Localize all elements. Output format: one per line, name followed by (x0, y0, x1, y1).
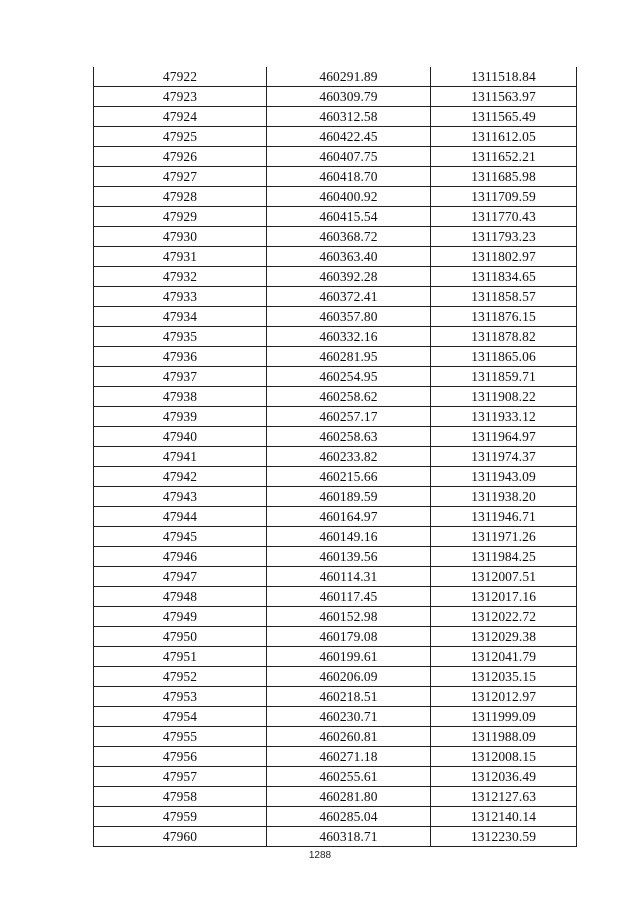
x-coordinate-cell: 460233.82 (267, 447, 431, 467)
y-coordinate-cell: 1311685.98 (431, 167, 577, 187)
y-coordinate-cell: 1312008.15 (431, 747, 577, 767)
y-coordinate-cell: 1312029.38 (431, 627, 577, 647)
x-coordinate-cell: 460281.95 (267, 347, 431, 367)
x-coordinate-cell: 460257.17 (267, 407, 431, 427)
table-row (94, 827, 577, 847)
y-coordinate-cell: 1312012.97 (431, 687, 577, 707)
y-coordinate-cell: 1312035.15 (431, 667, 577, 687)
point-id-cell: 47951 (94, 647, 267, 667)
point-id-cell: 47924 (94, 107, 267, 127)
table-row (94, 647, 577, 667)
point-id-cell: 47923 (94, 87, 267, 107)
y-coordinate-cell: 1311908.22 (431, 387, 577, 407)
y-coordinate-cell: 1311834.65 (431, 267, 577, 287)
table-row (94, 327, 577, 347)
y-coordinate-cell: 1311933.12 (431, 407, 577, 427)
table-row (94, 627, 577, 647)
x-coordinate-cell: 460258.62 (267, 387, 431, 407)
table-row (94, 467, 577, 487)
point-id-cell: 47937 (94, 367, 267, 387)
x-coordinate-cell: 460318.71 (267, 827, 431, 847)
table-row (94, 527, 577, 547)
point-id-cell: 47945 (94, 527, 267, 547)
y-coordinate-cell: 1311971.26 (431, 527, 577, 547)
x-coordinate-cell: 460255.61 (267, 767, 431, 787)
x-coordinate-cell: 460179.08 (267, 627, 431, 647)
point-id-cell: 47929 (94, 207, 267, 227)
x-coordinate-cell: 460206.09 (267, 667, 431, 687)
page-number: 1288 (308, 850, 332, 861)
point-id-cell: 47933 (94, 287, 267, 307)
point-id-cell: 47952 (94, 667, 267, 687)
table-row (94, 687, 577, 707)
table-row (94, 607, 577, 627)
point-id-cell: 47947 (94, 567, 267, 587)
table-row (94, 87, 577, 107)
point-id-cell: 47944 (94, 507, 267, 527)
point-id-cell: 47930 (94, 227, 267, 247)
y-coordinate-cell: 1311988.09 (431, 727, 577, 747)
point-id-cell: 47954 (94, 707, 267, 727)
point-id-cell: 47956 (94, 747, 267, 767)
table-row (94, 587, 577, 607)
x-coordinate-cell: 460368.72 (267, 227, 431, 247)
y-coordinate-cell: 1311964.97 (431, 427, 577, 447)
x-coordinate-cell: 460309.79 (267, 87, 431, 107)
y-coordinate-cell: 1312140.14 (431, 807, 577, 827)
y-coordinate-cell: 1311878.82 (431, 327, 577, 347)
table-row (94, 787, 577, 807)
point-id-cell: 47926 (94, 147, 267, 167)
point-id-cell: 47959 (94, 807, 267, 827)
y-coordinate-cell: 1312041.79 (431, 647, 577, 667)
point-id-cell: 47922 (94, 67, 267, 87)
x-coordinate-cell: 460230.71 (267, 707, 431, 727)
y-coordinate-cell: 1311565.49 (431, 107, 577, 127)
coordinates-table (93, 67, 577, 847)
x-coordinate-cell: 460392.28 (267, 267, 431, 287)
x-coordinate-cell: 460139.56 (267, 547, 431, 567)
table-row (94, 147, 577, 167)
table-row (94, 187, 577, 207)
x-coordinate-cell: 460312.58 (267, 107, 431, 127)
y-coordinate-cell: 1311563.97 (431, 87, 577, 107)
x-coordinate-cell: 460291.89 (267, 67, 431, 87)
table-row (94, 807, 577, 827)
x-coordinate-cell: 460114.31 (267, 567, 431, 587)
table-row (94, 107, 577, 127)
x-coordinate-cell: 460422.45 (267, 127, 431, 147)
x-coordinate-cell: 460332.16 (267, 327, 431, 347)
table-row (94, 127, 577, 147)
x-coordinate-cell: 460407.75 (267, 147, 431, 167)
point-id-cell: 47948 (94, 587, 267, 607)
y-coordinate-cell: 1311999.09 (431, 707, 577, 727)
table-row (94, 667, 577, 687)
x-coordinate-cell: 460117.45 (267, 587, 431, 607)
table-row (94, 447, 577, 467)
table-row (94, 67, 577, 87)
x-coordinate-cell: 460285.04 (267, 807, 431, 827)
point-id-cell: 47957 (94, 767, 267, 787)
y-coordinate-cell: 1311865.06 (431, 347, 577, 367)
y-coordinate-cell: 1312017.16 (431, 587, 577, 607)
point-id-cell: 47938 (94, 387, 267, 407)
x-coordinate-cell: 460271.18 (267, 747, 431, 767)
table-row (94, 487, 577, 507)
x-coordinate-cell: 460363.40 (267, 247, 431, 267)
point-id-cell: 47935 (94, 327, 267, 347)
point-id-cell: 47939 (94, 407, 267, 427)
table-row (94, 567, 577, 587)
point-id-cell: 47925 (94, 127, 267, 147)
y-coordinate-cell: 1312022.72 (431, 607, 577, 627)
point-id-cell: 47934 (94, 307, 267, 327)
x-coordinate-cell: 460357.80 (267, 307, 431, 327)
y-coordinate-cell: 1311858.57 (431, 287, 577, 307)
table-row (94, 767, 577, 787)
point-id-cell: 47927 (94, 167, 267, 187)
x-coordinate-cell: 460189.59 (267, 487, 431, 507)
y-coordinate-cell: 1311770.43 (431, 207, 577, 227)
point-id-cell: 47943 (94, 487, 267, 507)
point-id-cell: 47950 (94, 627, 267, 647)
y-coordinate-cell: 1312127.63 (431, 787, 577, 807)
x-coordinate-cell: 460281.80 (267, 787, 431, 807)
point-id-cell: 47946 (94, 547, 267, 567)
table-row (94, 247, 577, 267)
x-coordinate-cell: 460164.97 (267, 507, 431, 527)
x-coordinate-cell: 460199.61 (267, 647, 431, 667)
point-id-cell: 47949 (94, 607, 267, 627)
table-row (94, 747, 577, 767)
table-row (94, 707, 577, 727)
x-coordinate-cell: 460372.41 (267, 287, 431, 307)
point-id-cell: 47955 (94, 727, 267, 747)
table-row (94, 407, 577, 427)
x-coordinate-cell: 460152.98 (267, 607, 431, 627)
x-coordinate-cell: 460149.16 (267, 527, 431, 547)
y-coordinate-cell: 1311793.23 (431, 227, 577, 247)
point-id-cell: 47940 (94, 427, 267, 447)
table-row (94, 727, 577, 747)
y-coordinate-cell: 1312230.59 (431, 827, 577, 847)
point-id-cell: 47942 (94, 467, 267, 487)
y-coordinate-cell: 1311652.21 (431, 147, 577, 167)
table-row (94, 227, 577, 247)
y-coordinate-cell: 1311518.84 (431, 67, 577, 87)
table-row (94, 387, 577, 407)
x-coordinate-cell: 460418.70 (267, 167, 431, 187)
table-row (94, 267, 577, 287)
y-coordinate-cell: 1312036.49 (431, 767, 577, 787)
point-id-cell: 47928 (94, 187, 267, 207)
y-coordinate-cell: 1311612.05 (431, 127, 577, 147)
table-row (94, 347, 577, 367)
y-coordinate-cell: 1311802.97 (431, 247, 577, 267)
x-coordinate-cell: 460258.63 (267, 427, 431, 447)
x-coordinate-cell: 460415.54 (267, 207, 431, 227)
table-row (94, 427, 577, 447)
x-coordinate-cell: 460215.66 (267, 467, 431, 487)
y-coordinate-cell: 1311938.20 (431, 487, 577, 507)
y-coordinate-cell: 1311709.59 (431, 187, 577, 207)
y-coordinate-cell: 1311943.09 (431, 467, 577, 487)
table-row (94, 287, 577, 307)
table-row (94, 547, 577, 567)
y-coordinate-cell: 1311859.71 (431, 367, 577, 387)
table-row (94, 507, 577, 527)
point-id-cell: 47931 (94, 247, 267, 267)
point-id-cell: 47960 (94, 827, 267, 847)
y-coordinate-cell: 1311984.25 (431, 547, 577, 567)
x-coordinate-cell: 460400.92 (267, 187, 431, 207)
y-coordinate-cell: 1312007.51 (431, 567, 577, 587)
x-coordinate-cell: 460260.81 (267, 727, 431, 747)
point-id-cell: 47958 (94, 787, 267, 807)
y-coordinate-cell: 1311974.37 (431, 447, 577, 467)
y-coordinate-cell: 1311876.15 (431, 307, 577, 327)
y-coordinate-cell: 1311946.71 (431, 507, 577, 527)
table-row (94, 167, 577, 187)
x-coordinate-cell: 460254.95 (267, 367, 431, 387)
point-id-cell: 47953 (94, 687, 267, 707)
table-row (94, 307, 577, 327)
coordinates-table-body (94, 67, 577, 847)
point-id-cell: 47936 (94, 347, 267, 367)
point-id-cell: 47932 (94, 267, 267, 287)
table-row (94, 367, 577, 387)
table-row (94, 207, 577, 227)
point-id-cell: 47941 (94, 447, 267, 467)
x-coordinate-cell: 460218.51 (267, 687, 431, 707)
